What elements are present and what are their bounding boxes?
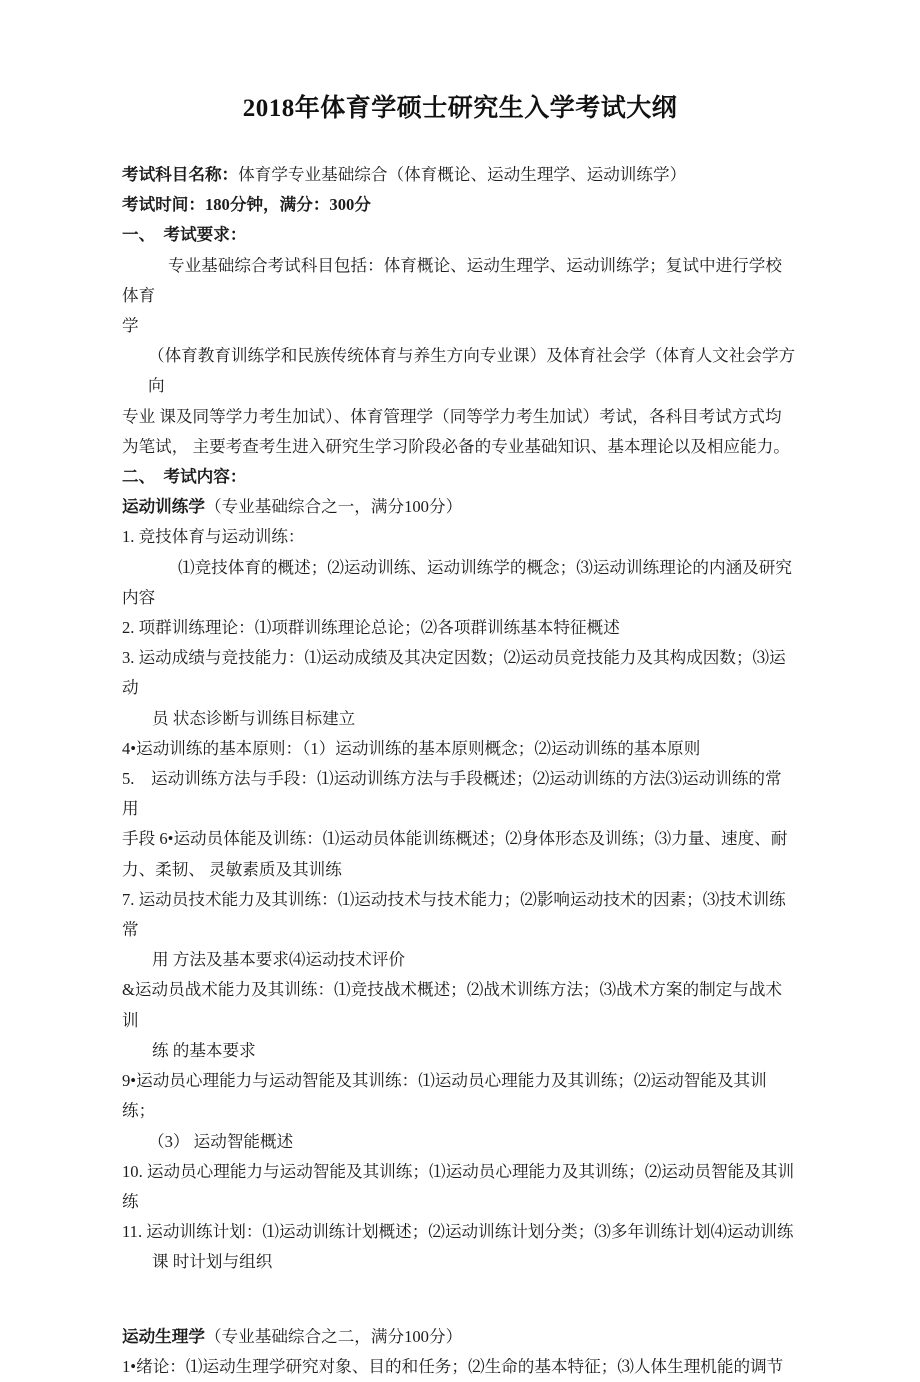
exercise-physiology-item-list <box>122 1352 798 1382</box>
training-science-item-list <box>122 522 798 1277</box>
exam-time-line: 考试时间：180分钟，满分：300分 <box>122 195 371 215</box>
list-item: 7. 运动员技术能力及其训练：⑴运动技术与技术能力；⑵影响运动技术的因素；⑶技术训练常 <box>122 889 786 940</box>
section-heading-requirements: 一、 考试要求： <box>122 225 247 245</box>
list-item: 课 时计划与组织 <box>152 1252 273 1272</box>
requirements-paragraph-line: 专业 课及同等学力考生加试）、体育管理学（同等学力考生加试）考试，各科目考试方式均 <box>122 406 782 426</box>
exam-subject-line <box>122 160 798 190</box>
list-item: ⑴竞技体育的概述；⑵运动训练、运动训练学的概念；⑶运动训练理论的内涵及研究内容 <box>122 557 792 607</box>
section-heading-content: 二、 考试内容： <box>122 467 247 487</box>
subject-name-exercise-physiology: 运动生理学 <box>122 1326 205 1346</box>
subject-heading-training-science <box>122 492 798 522</box>
requirements-paragraph-line: 为笔试， 主要考查考生进入研究生学习阶段必备的专业基础知识、基本理论以及相应能力。 <box>122 436 790 456</box>
exam-subject-label: 考试科目名称： <box>122 165 239 184</box>
requirements-paragraph-line: 专业基础综合考试科目包括：体育概论、运动生理学、运动训练学；复试中进行学校体育 <box>122 255 782 305</box>
list-item: 员 状态诊断与训练目标建立 <box>152 708 356 728</box>
page-title: 2018年体育学硕士研究生入学考试大纲 <box>242 95 678 122</box>
requirements-paragraph-line: 学 <box>122 316 139 336</box>
subject-heading-exercise-physiology <box>122 1322 798 1352</box>
document-body <box>122 160 798 1382</box>
list-item: 用 方法及基本要求⑷运动技术评价 <box>152 950 406 970</box>
list-item: （3） 运动智能概述 <box>148 1131 294 1151</box>
list-item: 练 <box>122 1191 139 1211</box>
list-item: 2. 项群训练理论：⑴项群训练理论总论；⑵各项群训练基本特征概述 <box>122 618 620 638</box>
subject-score-training-science: （专业基础综合之一，满分100分） <box>204 497 463 517</box>
list-item: 手段 6•运动员体能及训练：⑴运动员体能训练概述；⑵身体形态及训练；⑶力量、速度、耐 <box>122 829 788 849</box>
subject-name-training-science: 运动训练学 <box>122 497 205 517</box>
list-item: 4•运动训练的基本原则：（1）运动训练的基本原则概念；⑵运动训练的基本原则 <box>122 738 701 758</box>
list-item: 3. 运动成绩与竞技能力：⑴运动成绩及其决定因数；⑵运动员竞技能力及其构成因数；⑶运动 <box>122 648 786 698</box>
list-item: 10. 运动员心理能力与运动智能及其训练；⑴运动员心理能力及其训练；⑵运动员智能及其训 <box>122 1161 795 1181</box>
exam-subject-value: 体育学专业基础综合（体育概论、运动生理学、运动训练学） <box>238 165 687 184</box>
list-item: 练 的基本要求 <box>152 1040 256 1060</box>
section-spacer <box>122 1278 798 1308</box>
list-item: 9•运动员心理能力与运动智能及其训练：⑴运动员心理能力及其训练；⑵运动智能及其训练； <box>122 1071 767 1121</box>
requirements-paragraph-line: （体育教育训练学和民族传统体育与养生方向专业课）及体育社会学（体育人文社会学方向 <box>148 346 796 396</box>
list-item: 5. 运动训练方法与手段：⑴运动训练方法与手段概述；⑵运动训练的方法⑶运动训练的常用 <box>122 769 782 819</box>
list-item: 11. 运动训练计划：⑴运动训练计划概述；⑵运动训练计划分类；⑶多年训练计划⑷运动训练 <box>122 1222 794 1242</box>
list-item: &运动员战术能力及其训练：⑴竞技战术概述；⑵战术训练方法；⑶战术方案的制定与战术训 <box>122 980 783 1030</box>
list-item: 1. 竞技体育与运动训练： <box>122 527 305 547</box>
section-spacer <box>122 1308 798 1322</box>
subject-score-exercise-physiology: （专业基础综合之二，满分100分） <box>204 1326 463 1346</box>
list-item: 1•绪论：⑴运动生理学研究对象、目的和任务；⑵生命的基本特征；⑶人体生理机能的调节 <box>122 1356 784 1376</box>
list-item: 力、柔韧、 灵敏素质及其训练 <box>122 859 342 879</box>
